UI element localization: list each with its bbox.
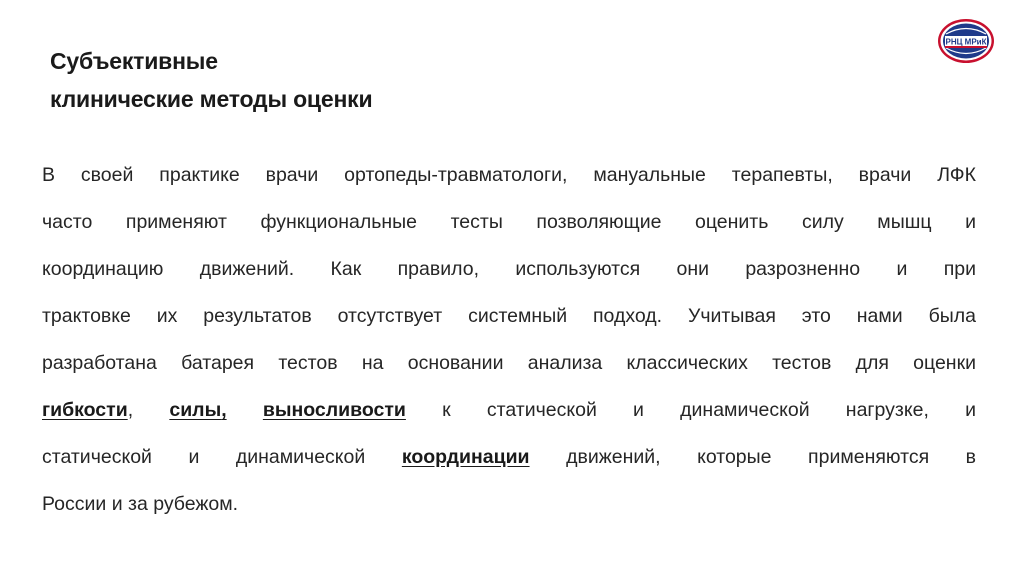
body-line-7 <box>42 434 976 481</box>
title-line-1: Субъективные <box>50 48 218 74</box>
body-line-6 <box>42 387 976 434</box>
separator-2: , <box>221 399 227 421</box>
body-line-5: разработана батарея тестов на основании анализа классических тестов для оценки <box>42 352 976 374</box>
title-line-2: клинические методы оценки <box>50 86 373 112</box>
keyword-endurance: выносливости <box>262 399 406 421</box>
keyword-coordination: координации <box>401 446 530 468</box>
body-line-7-rest: движений, которые применяются в <box>566 446 977 468</box>
slide-title <box>50 42 770 118</box>
body-line-6-rest: к статической и динамической нагрузке, и <box>442 399 976 421</box>
body-line-3: координацию движений. Как правило, используются они разрозненно и при <box>42 258 976 280</box>
body-line-8: России и за рубежом. <box>42 493 239 515</box>
keyword-flexibility: гибкости <box>42 399 128 421</box>
logo-text: РНЦ МРиК <box>945 37 987 47</box>
organization-logo <box>936 17 996 65</box>
separator-1: , <box>127 399 134 421</box>
body-line-1: В своей практике врачи ортопеды-травматологи, мануальные терапевты, врачи ЛФК <box>42 164 976 186</box>
body-line-2: часто применяют функциональные тесты позволяющие оценить силу мышц и <box>42 211 976 233</box>
logo-emblem-icon <box>936 17 996 65</box>
keyword-strength: силы <box>169 399 222 421</box>
body-text <box>42 152 976 528</box>
body-line-4: трактовке их результатов отсутствует системный подход. Учитывая это нами была <box>42 305 976 327</box>
body-line-7-start: статической и динамической <box>42 446 366 468</box>
